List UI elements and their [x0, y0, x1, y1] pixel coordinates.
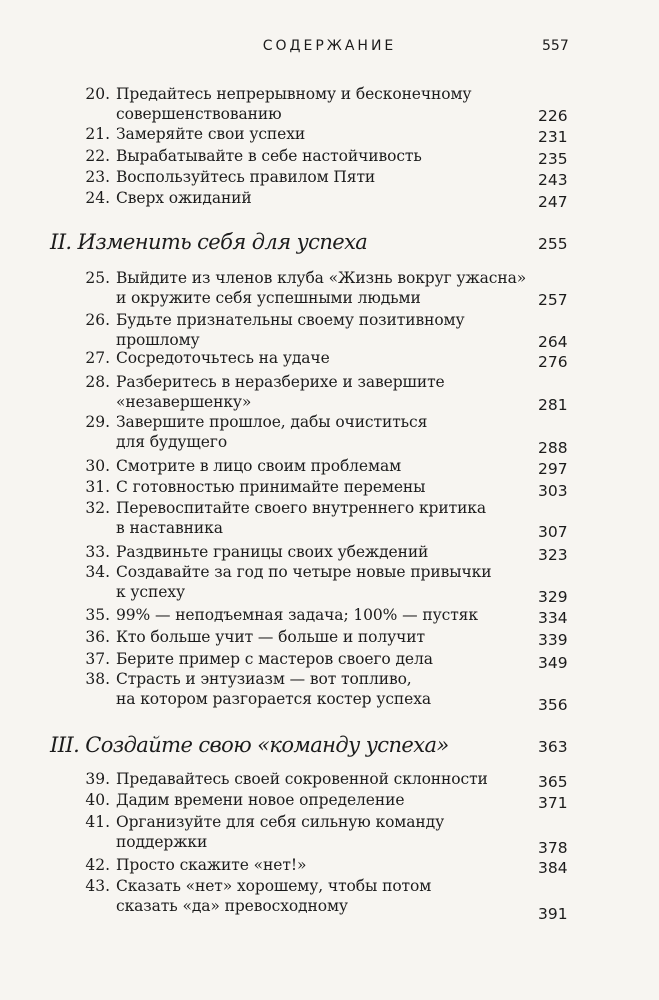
entry-title: Сверх ожиданий: [116, 189, 252, 207]
entry-number: 34.: [85, 563, 110, 581]
section-title: III. Создайте свою «команду успеха»: [50, 733, 449, 757]
entry-page: 281: [538, 396, 568, 414]
entry-number: 22.: [85, 147, 110, 165]
entry-title: Раздвиньте границы своих убеждений: [116, 543, 429, 561]
entry-page: 247: [538, 193, 568, 211]
entry-number: 30.: [85, 457, 110, 475]
entry-page: 334: [538, 609, 568, 627]
entry-number: 21.: [85, 125, 110, 143]
entry-title: Дадим времени новое определение: [116, 791, 405, 809]
entry-number: 42.: [85, 856, 110, 874]
entry-page: 323: [538, 546, 568, 564]
entry-page: 303: [538, 482, 568, 500]
entry-number: 24.: [85, 189, 110, 207]
entry-title: Разберитесь в неразберихе и завершите «незавершенку»: [116, 373, 445, 411]
running-head: СОДЕРЖАНИЕ: [262, 38, 397, 54]
entry-page: 365: [538, 773, 568, 791]
entry-page: 329: [538, 588, 568, 606]
section-page: 255: [538, 235, 568, 253]
entry-title: Просто скажите «нет!»: [116, 856, 307, 874]
entry-number: 25.: [85, 269, 110, 287]
entry-number: 20.: [85, 85, 110, 103]
entry-page: 235: [538, 150, 568, 168]
entry-page: 384: [538, 859, 568, 877]
entry-title: Воспользуйтесь правилом Пяти: [116, 168, 376, 186]
entry-title: Организуйте для себя сильную команду поддержки: [116, 813, 445, 851]
entry-title: Замеряйте свои успехи: [116, 125, 306, 143]
entry-title: Вырабатывайте в себе настойчивость: [116, 147, 422, 165]
entry-number: 35.: [85, 606, 110, 624]
entry-title: Будьте признательны своему позитивному прошлому: [116, 311, 465, 349]
entry-page: 339: [538, 631, 568, 649]
entry-title: Создавайте за год по четыре новые привычки к успеху: [116, 563, 492, 601]
entry-title: Сказать «нет» хорошему, чтобы потом сказать «да» превосходному: [116, 877, 432, 915]
entry-title: 99% — неподъемная задача; 100% — пустяк: [116, 606, 478, 624]
entry-number: 29.: [85, 413, 110, 431]
entry-number: 28.: [85, 373, 110, 391]
entry-number: 36.: [85, 628, 110, 646]
entry-title: Перевоспитайте своего внутреннего критика в наставника: [116, 499, 487, 537]
entry-page: 356: [538, 696, 568, 714]
page-number: 557: [542, 38, 569, 54]
entry-number: 37.: [85, 650, 110, 668]
entry-number: 38.: [85, 670, 110, 688]
section-page: 363: [538, 738, 568, 756]
entry-page: 349: [538, 654, 568, 672]
entry-title: Берите пример с мастеров своего дела: [116, 650, 433, 668]
entry-title: С готовностью принимайте перемены: [116, 478, 426, 496]
entry-page: 297: [538, 460, 568, 478]
entry-page: 378: [538, 839, 568, 857]
entry-page: 307: [538, 523, 568, 541]
entry-number: 26.: [85, 311, 110, 329]
entry-page: 371: [538, 794, 568, 812]
entry-title: Смотрите в лицо своим проблемам: [116, 457, 402, 475]
entry-title: Страсть и энтузиазм — вот топливо, на котором разгорается костер успеха: [116, 670, 432, 708]
entry-title: Предайтесь непрерывному и бесконечному совершенствованию: [116, 85, 472, 123]
entry-number: 39.: [85, 770, 110, 788]
entry-number: 43.: [85, 877, 110, 895]
entry-page: 257: [538, 291, 568, 309]
section-title: II. Изменить себя для успеха: [50, 230, 368, 254]
entry-page: 226: [538, 107, 568, 125]
entry-title: Предавайтесь своей сокровенной склонности: [116, 770, 488, 788]
entry-number: 41.: [85, 813, 110, 831]
entry-title: Завершите прошлое, дабы очиститься для будущего: [116, 413, 428, 451]
entry-title: Кто больше учит — больше и получит: [116, 628, 426, 646]
entry-title: Сосредоточьтесь на удаче: [116, 349, 330, 367]
entry-page: 243: [538, 171, 568, 189]
entry-page: 276: [538, 353, 568, 371]
entry-title: Выйдите из членов клуба «Жизнь вокруг ужасна» и окружите себя успешными людьми: [116, 269, 527, 307]
entry-number: 40.: [85, 791, 110, 809]
entry-page: 231: [538, 128, 568, 146]
entry-number: 32.: [85, 499, 110, 517]
entry-number: 31.: [85, 478, 110, 496]
entry-page: 391: [538, 905, 568, 923]
entry-page: 288: [538, 439, 568, 457]
entry-number: 23.: [85, 168, 110, 186]
entry-number: 33.: [85, 543, 110, 561]
entry-page: 264: [538, 333, 568, 351]
entry-number: 27.: [85, 349, 110, 367]
